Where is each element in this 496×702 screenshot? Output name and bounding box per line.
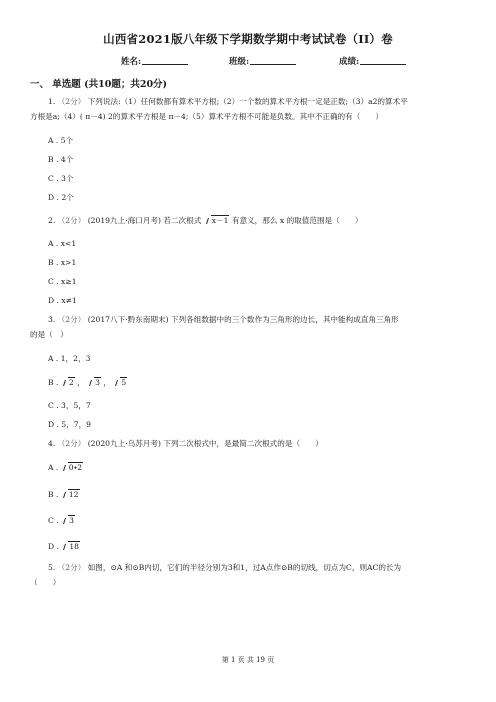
- score-label: 成绩:: [339, 57, 360, 67]
- question-points: （2分）: [57, 563, 86, 572]
- option-a: A . 5个: [48, 136, 74, 145]
- question-text: 如图，⊙A 和⊙B内切，它们的半径分别为3和1，过A点作⊙B的切线，切点为C，则AC的长为: [87, 563, 402, 572]
- name-label: 姓名:: [121, 57, 142, 67]
- option-a: A . 0∙2: [48, 460, 83, 475]
- option-c: C . 3个: [48, 174, 74, 183]
- sqrt-expression: 0∙2: [61, 460, 83, 475]
- page-title: 山西省2021版八年级下学期数学期中考试试卷（II）卷: [103, 32, 393, 46]
- option-label: B .: [48, 378, 59, 387]
- question-points: （2分）: [57, 97, 86, 106]
- sqrt-expression: 3: [87, 375, 101, 390]
- name-blank: [142, 56, 188, 65]
- class-label: 班级:: [229, 57, 250, 67]
- question-number: 3.: [48, 315, 56, 324]
- name-field: [121, 55, 188, 67]
- question-points: （2分）: [57, 216, 86, 225]
- question-number: 1.: [48, 97, 56, 106]
- sqrt-expression: 12: [61, 487, 80, 502]
- question-text: 的是（ ）: [30, 330, 68, 339]
- sqrt-expression: 3: [61, 513, 75, 528]
- question-text: （ ）: [30, 578, 61, 587]
- option-d: D . 5，7，9: [48, 420, 92, 429]
- option-d: D . 2个: [48, 193, 74, 202]
- section-title: 一、 单选题 (共10题；共20分): [30, 79, 168, 90]
- class-blank: [250, 56, 296, 65]
- option-d: D . 18: [48, 539, 80, 554]
- option-a: A . x<1: [48, 239, 77, 248]
- question-text: 有意义，那么 x 的取值范围是（ ）: [231, 216, 363, 225]
- question-1: [30, 94, 470, 124]
- score-field: [339, 55, 406, 67]
- option-c: C . 3: [48, 513, 75, 528]
- question-number: 5.: [48, 563, 56, 572]
- option-b: B . x>1: [48, 258, 77, 267]
- question-number: 4.: [48, 439, 56, 448]
- question-number: 2.: [48, 216, 56, 225]
- question-source: (2019九上·海口月考): [87, 216, 161, 225]
- score-blank: [360, 56, 406, 65]
- question-3: [30, 312, 470, 342]
- option-b: B . 12: [48, 487, 80, 502]
- question-2: [30, 213, 470, 228]
- question-4: [30, 436, 470, 451]
- question-points: （2分）: [57, 315, 86, 324]
- sqrt-expression: 18: [61, 539, 80, 554]
- option-b: B . 4个: [48, 155, 74, 164]
- class-field: [229, 55, 296, 67]
- question-text: 下列各组数据中的三个数作为三角形的边长，其中能构成直角三角形: [170, 315, 399, 324]
- option-a: A . 1，2，3: [48, 354, 91, 363]
- option-c: C . x≥1: [48, 277, 77, 286]
- sqrt-expression: 2: [61, 375, 75, 390]
- page-footer: 第 1 页 共 19 页: [221, 656, 275, 664]
- sqrt-expression: 5: [113, 375, 127, 390]
- question-text: 下列说法:（1）任何数都有算术平方根;（2）一个数的算术平方根一定是正数;（3）a2的算术平: [87, 97, 408, 106]
- question-text: 下列二次根式中，是最简二次根式的是（ ）: [163, 439, 323, 448]
- question-5: [30, 560, 470, 590]
- option-c: C . 3，5，7: [48, 401, 91, 410]
- question-points: （2分）: [57, 439, 86, 448]
- option-d: D . x≠1: [48, 296, 77, 305]
- option-b: B . 2 ， 3 ， 5: [48, 375, 127, 390]
- question-source: (2017八下·黔东南期末): [87, 315, 169, 324]
- question-text: 方根是a;（4）( π－4) 2的算术平方根是 π－4;（5）算术平方根不可能是负数。其中不正确的有（ ）: [30, 112, 384, 121]
- sqrt-expression: x－1: [204, 213, 230, 228]
- question-text: 若二次根式: [163, 216, 202, 225]
- question-source: (2020九上·乌苏月考): [87, 439, 161, 448]
